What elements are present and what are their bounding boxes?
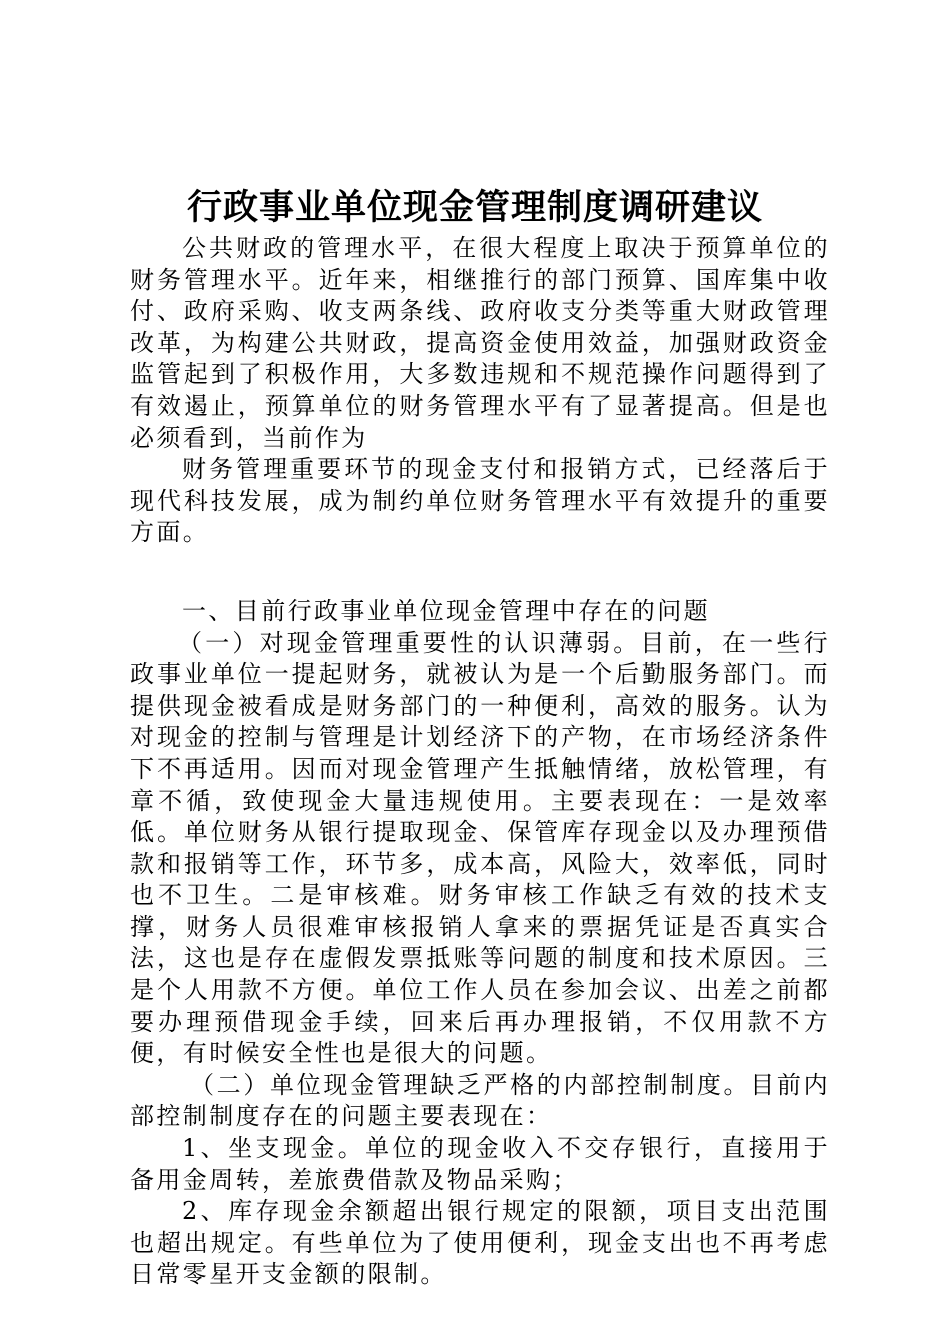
paragraph-gap [130, 549, 830, 596]
document-title: 行政事业单位现金管理制度调研建议 [186, 187, 763, 228]
paragraph-issue-1: （一）对现金管理重要性的认识薄弱。目前，在一些行政事业单位一提起财务，就被认为是一个后勤服务部门。而提供现金被看成是财务部门的一种便利，高效的服务。认为对现金的控制与管理是计划经济下的产物，在市场经济条件下不再适用。因而对现金管理产生抵触情绪，放松管理，有章不循，致使现金大量违规使用。主要表现在：一是效率低。单位财务从银行提取现金、保管库存现金以及办理预借款和报销等工作，环节多，成本高，风险大，效率低，同时也不卫生。二是审核难。财务审核工作缺乏有效的技术支撑，财务人员很难审核报销人拿来的票据凭证是否真实合法，这也是存在虚假发票抵账等问题的制度和技术原因。三是个人用款不方便。单位工作人员在参加会议、出差之前都要办理预借现金手续，回来后再办理报销，不仅用款不方便，有时候安全性也是很大的问题。 [130, 628, 830, 1068]
paragraph-point-1: 1、坐支现金。单位的现金收入不交存银行，直接用于备用金周转，差旅费借款及物品采购； [130, 1134, 830, 1194]
document-body [130, 233, 830, 1291]
paragraph-intro: 公共财政的管理水平，在很大程度上取决于预算单位的财务管理水平。近年来，相继推行的部门预算、国库集中收付、政府采购、收支两条线、政府收支分类等重大财政管理改革，为构建公共财政，提高资金使用效益，加强财政资金监管起到了积极作用，大多数违规和不规范操作问题得到了有效遏止，预算单位的财务管理水平有了显著提高。但是也必须看到，当前作为 [130, 234, 830, 452]
paragraph-point-2: 2、库存现金余额超出银行规定的限额，项目支出范围也超出规定。有些单位为了使用便利，现金支出也不再考虑日常零星开支金额的限制。 [130, 1197, 830, 1289]
paragraph-intro-continued: 财务管理重要环节的现金支付和报销方式，已经落后于现代科技发展，成为制约单位财务管理水平有效提升的重要方面。 [130, 455, 830, 547]
paragraph-issue-2: （二）单位现金管理缺乏严格的内部控制制度。目前内部控制制度存在的问题主要表现在： [130, 1070, 830, 1131]
section-heading-1: 一、目前行政事业单位现金管理中存在的问题 [182, 596, 710, 625]
